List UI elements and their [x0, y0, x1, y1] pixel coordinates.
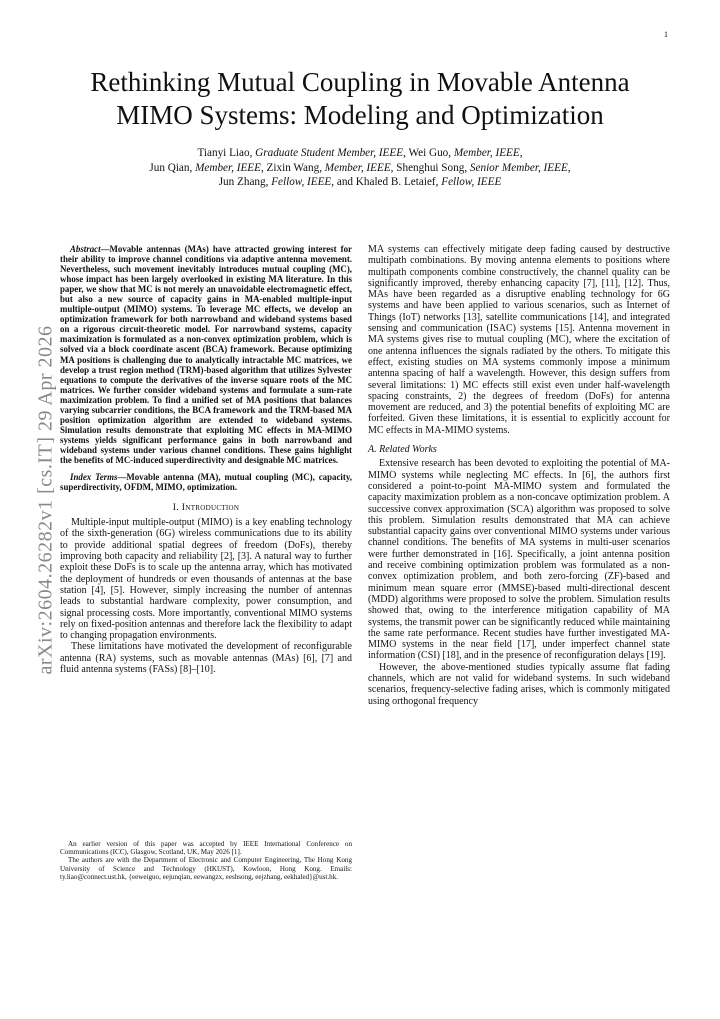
subsection-heading: A. Related Works [368, 444, 437, 456]
section-heading: I. Introduction [172, 502, 240, 514]
intro-paragraph-1: Multiple-input multiple-output (MIMO) is a key enabling technology of the sixth-generation (6G) wireless communications due to its ability to provide additional spatial degrees of freedom (DoFs), thereby improving both capacity and reliability [2], [3]. A natural way to further exploit these DoFs is to scale up the antenna array, which has motivated the deployment of hundreds or even thousands of antennas at the base station [4], [5]. However, simply increasing the number of antennas leads to substantial hardware complexity, power consumption, and signal processing costs. More importantly, conventional MIMO systems rely on fixed-position antennas and therefore lack the flexibility to adapt to changing propagation environments. [60, 517, 352, 642]
index-terms [60, 472, 352, 492]
arxiv-id: arXiv:2604.26282v1 [cs.IT] 29 Apr 2026 [34, 325, 57, 675]
author-line: Tianyi Liao, Graduate Student Member, IEEE, Wei Guo, Member, IEEE, [197, 147, 523, 159]
related-works-paragraph-1: Extensive research has been devoted to exploiting the potential of MA-MIMO systems while neglecting MC effects. In [6], the authors first considered a point-to-point MA-MIMO system and formulated the capacity maximization problem as a non-concave optimization problem. A successive convex approximation (SCA) algorithm was proposed to solve this problem. Simulation results demonstrated that MA can achieve substantial capacity gains over conventional MIMO systems under various channel conditions. The benefits of MA systems in multi-user scenarios were further demonstrated in [16]. Specifically, a joint antenna position and receive combining optimization problem was formulated as a non-convex optimization problem, and both zero-forcing (ZF)-based and minimum mean square error (MMSE)-based multi-directional descent (MDD) algorithms were proposed to solve the problem. Simulation results showed that, owing to the interference mitigation capability of MA systems, the transmit power can be significantly reduced while maintaining the same rate performance. Recent studies have further investigated MA-MIMO systems in the near field [17], under imperfect channel state information (CSI) [18], and in the presence of reconfiguration delays [19]. [368, 458, 670, 662]
footnote-2: The authors are with the Department of Electronic and Computer Engineering, The Hong Kong University of Science and Technology (HKUST), Kowloon, Hong Kong. Emails: ty.liao@connect.ust.hk, {eeweiguo, eejunqian, eewangzx, eeshsong, eejzhang, eekhaled}@ust.hk. [60, 856, 352, 881]
abstract-text: —Movable antennas (MAs) have attracted growing interest for their ability to improve channel conditions via adaptive antenna movement. Nevertheless, such movement inevitably introduces mutual coupling (MC), whose impact has been largely overlooked in existing MA literature. In this paper, we show that MC is not merely an unavoidable electromagnetic effect, but also a new source of capacity gains in MA-enabled multiple-input multiple-output (MIMO) systems. To leverage MC effects, we develop an optimization framework for both narrowband and wideband systems based on a rigorous circuit-theoretic model. For narrowband systems, capacity maximization is formulated as a non-convex optimization problem, which is solved via a block coordinate ascent (BCA) framework. Because optimizing MA positions is challenging due to analytically intractable MC matrices, we develop a trust region method (TRM)-based algorithm that utilizes Sylvester equations to compute the derivatives of the inverse square roots of the MC matrices. We further consider wideband systems and formulate a sum-rate maximization problem. To find a unified set of MA positions that balances varying subcarrier conditions, the BCA framework and the TRM-based MA position optimization algorithm are extended to wideband systems. Simulation results demonstrate that exploiting MC effects in MA-MIMO systems yields significant performance gains in both narrowband and wideband systems under various channel conditions. These gains highlight the benefits of MC-induced superdirectivity and designable MC matrices. [60, 244, 352, 465]
abstract [60, 244, 352, 465]
intro-paragraph-3: MA systems can effectively mitigate deep fading caused by destructive multipath combinations. By moving antenna elements to positions where multipath components combine constructively, the channel quality can be significantly improved, thereby enhancing capacity [7], [11], [12]. Thus, MAs have been regarded as a disruptive enabling technology for 6G systems and have been applied to various scenarios, such as Internet of Things (IoT) networks [13], satellite communications [14], and integrated sensing and communication (ISAC) systems [15]. Antenna movement in MA systems gives rise to mutual coupling (MC), where the excitation of one antenna influences the signals radiated by the others. To mitigate this effect, existing studies on MA systems commonly impose a minimum antenna spacing of half a wavelength. However, this design suffers from several limitations: 1) MC effects still exist even under half-wavelength spacing constraints, 2) the degrees of freedom (DoFs) for antenna movement are reduced, and 3) the potential benefits of exploiting MC are forfeited. Given these limitations, it is essential to explicitly account for MC effects in MA-MIMO systems. [368, 244, 670, 436]
index-terms-text: —Movable antenna (MA), mutual coupling (MC), capacity, superdirectivity, OFDM, MIMO, optimization. [60, 472, 352, 493]
page-number: 1 [664, 30, 668, 39]
related-works-paragraph-2: However, the above-mentioned studies typically assume flat fading channels, which are not valid for wideband systems. In such wideband scenarios, frequency-selective fading arises, which is commonly mitigated using orthogonal frequency [368, 661, 670, 707]
author-line: Jun Zhang, Fellow, IEEE, and Khaled B. Letaief, Fellow, IEEE [218, 176, 502, 189]
right-column [368, 244, 670, 707]
author-list [80, 146, 640, 190]
intro-paragraph-2: These limitations have motivated the development of reconfigurable antenna (RA) systems, such as movable antennas (MAs) [6], [7] and fluid antenna systems (FASs) [8]–[10]. [60, 641, 352, 675]
paper-title: Rethinking Mutual Coupling in Movable Antenna MIMO Systems: Modeling and Optimization [90, 67, 630, 130]
left-column [60, 244, 352, 675]
author-line: Jun Qian, Member, IEEE, Zixin Wang, Member, IEEE, Shenghui Song, Senior Member, IEEE, [149, 161, 571, 174]
footnotes [60, 840, 352, 881]
index-terms-label: Index Terms [70, 472, 118, 483]
footnote-1: An earlier version of this paper was accepted by IEEE International Conference on Communications (ICC), Glasgow, Scotland, UK, May 2026 [1]. [60, 840, 352, 857]
arxiv-watermark [36, 300, 56, 700]
abstract-label: Abstract [70, 244, 101, 254]
